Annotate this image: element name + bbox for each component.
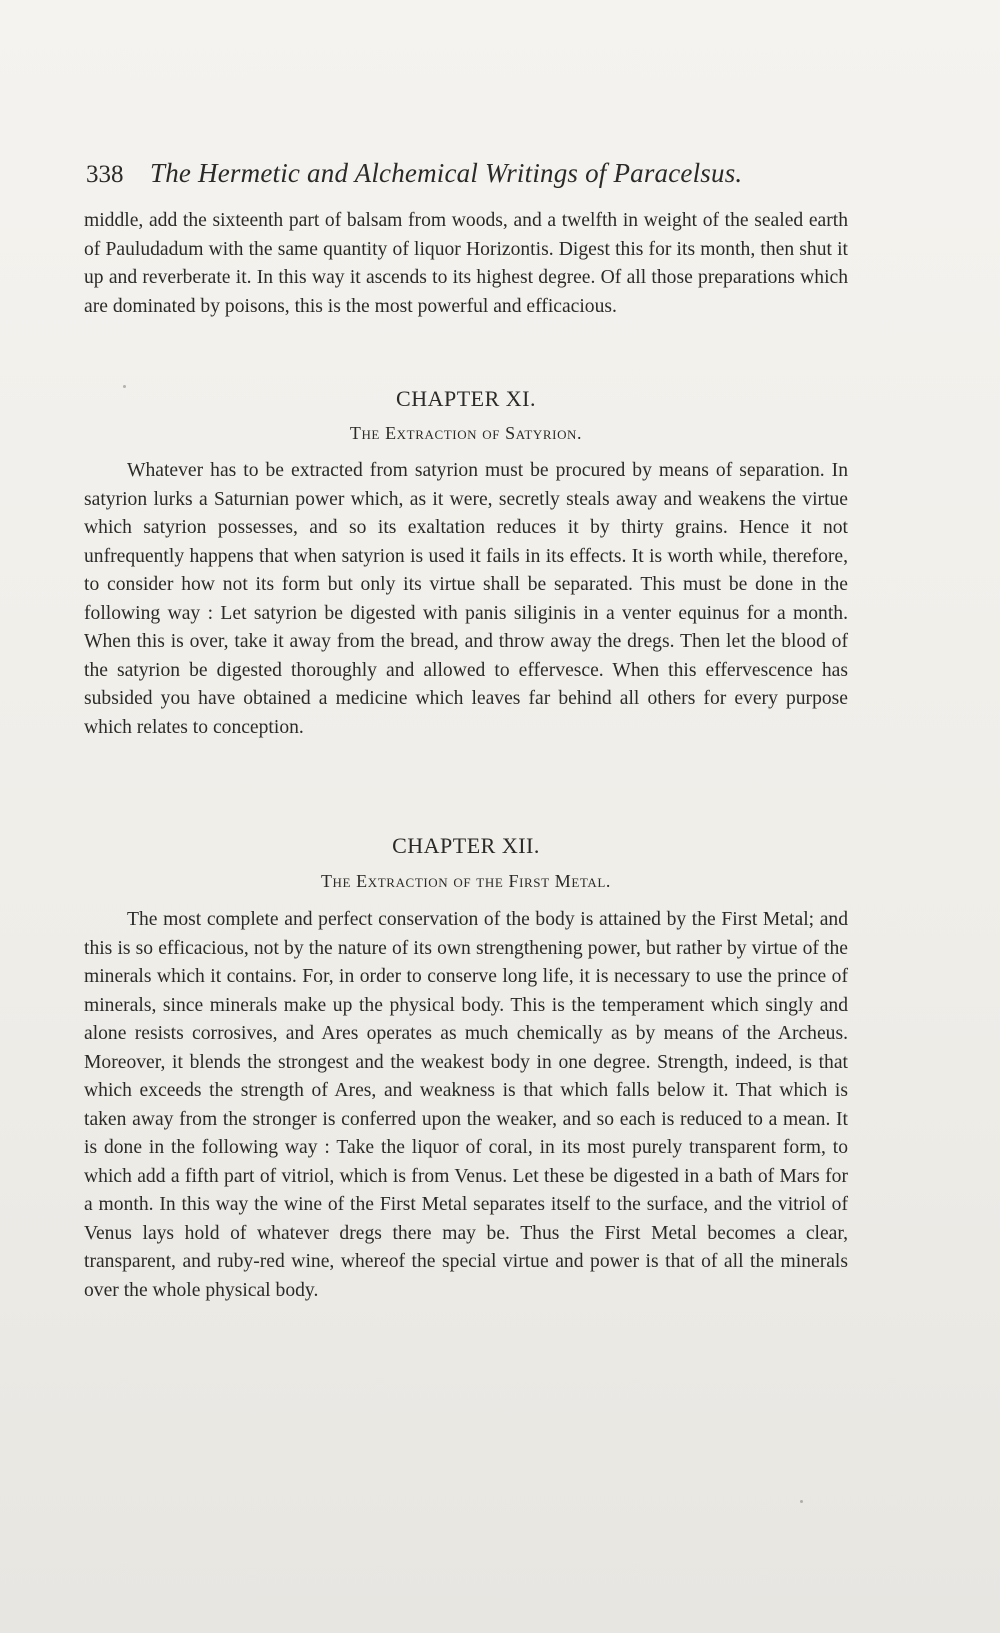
chapter-12-subheading: The Extraction of the First Metal. [320,871,612,891]
paper-speck [123,385,126,388]
running-title: The Hermetic and Alchemical Writings of Paracelsus. [150,158,743,188]
chapter-12-heading: CHAPTER XII. [392,833,540,858]
chapter-12-paragraph: The most complete and perfect conservation of the body is attained by the First Metal; and this is so efficacious, not by the nature of its own strengthening power, but rather by virtue of the minerals which it contains. For, in order to conserve long life, it is necessary to use the prince of minerals, since minerals make up the physical body. This is the temperament which singly and alone resists corrosives, and Ares operates as much chemically as by means of the Archeus. Moreover, it blends the strongest and the weakest body in one degree. Strength, indeed, is that which exceeds the strength of Ares, and weakness is that which falls below it. That which is taken away from the stronger is conferred upon the weaker, and so each is reduced to a mean. It is done in the following way : Take the liquor of coral, in its most purely transparent form, to which add a fifth part of vitriol, which is from Venus. Let these be digested in a bath of Mars for a month. In this way the wine of the First Metal separates itself to the surface, and the vitriol of Venus lays hold of whatever dregs there may be. Thus the First Metal becomes a clear, transparent, and ruby-red wine, whereof the special virtue and power is that of all the minerals over the whole physical body. [84,909,848,1301]
chapter-11-body [84,457,848,742]
running-header [86,155,856,193]
chapter-11-subheading: The Extraction of Satyrion. [349,423,583,443]
page-number: 338 [86,161,124,188]
paper-speck [800,1500,803,1503]
opening-paragraph-block [84,207,848,321]
chapter-12-body [84,906,848,1305]
opening-paragraph: middle, add the sixteenth part of balsam from woods, and a twelfth in weight of the sealed earth of Pauludadum with the same quantity of liquor Horizontis. Digest this for its month, then shut it up and reverberate it. In this way it ascends to its highest degree. Of all those preparations which are dominated by poisons, this is the most powerful and efficacious. [84,210,848,317]
chapter-11-heading: CHAPTER XI. [396,386,536,411]
chapter-11-paragraph: Whatever has to be extracted from satyrion must be procured by means of separation. In satyrion lurks a Saturnian power which, as it were, secretly steals away and weakens the virtue which satyrion possesses, and so its exaltation reduces it by thirty grains. Hence it not unfrequently happens that when satyrion is used it fails in its effects. It is worth while, therefore, to consider how not its form but only its virtue shall be separated. This must be done in the following way : Let satyrion be digested with panis siliginis in a venter equinus for a month. When this is over, take it away from the bread, and throw away the dregs. Then let the blood of the satyrion be digested thoroughly and allowed to effervesce. When this effervescence has subsided you have obtained a medicine which leaves far behind all others for every purpose which relates to conception. [84,460,848,738]
